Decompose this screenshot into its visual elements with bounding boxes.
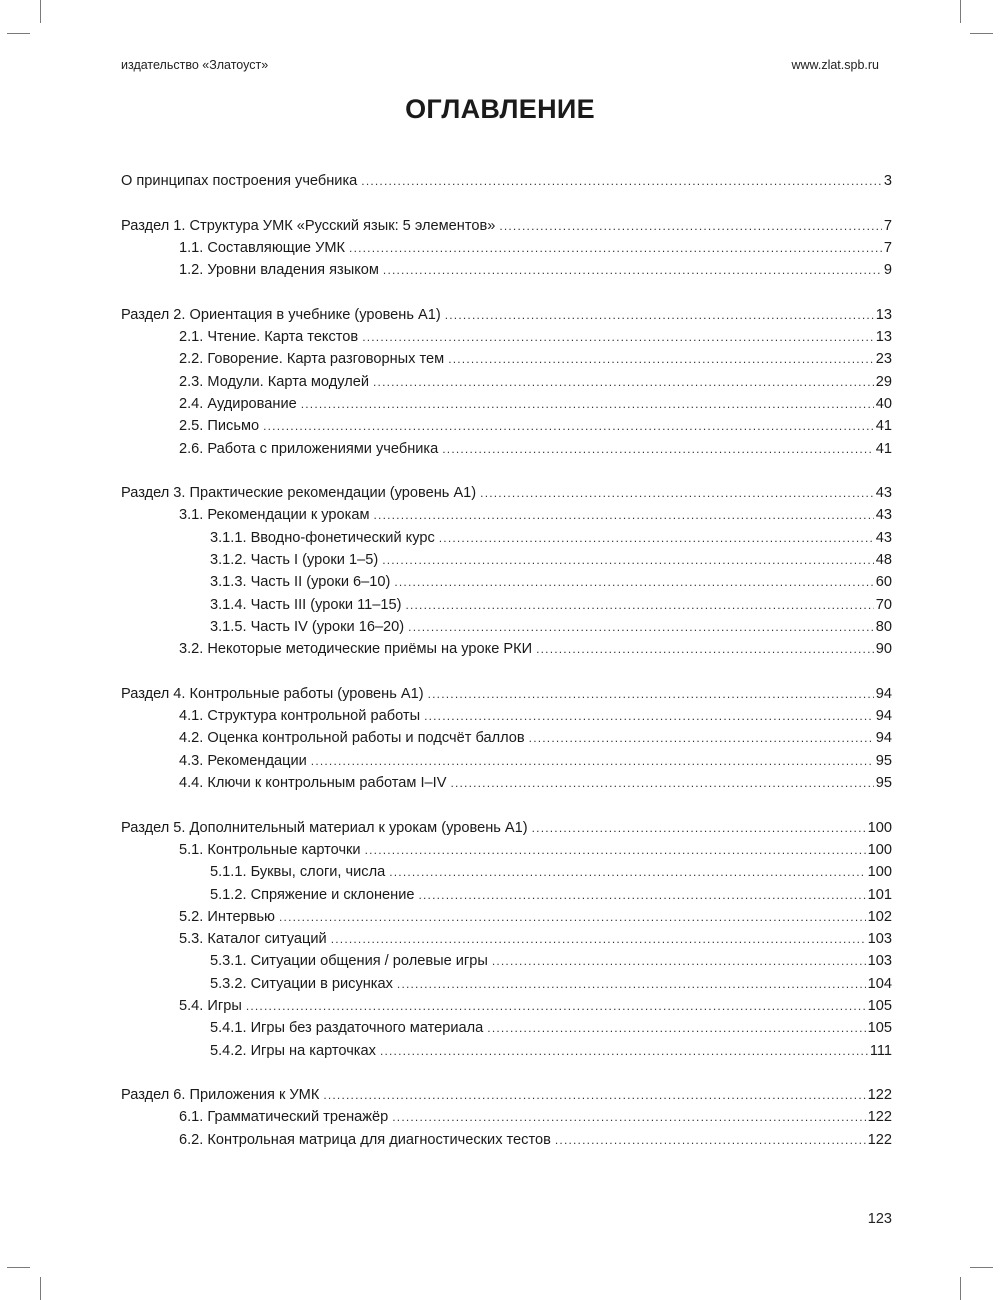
toc-section-entry[interactable]	[121, 304, 892, 326]
toc-section-group	[121, 1084, 892, 1151]
crop-mark-bottom-left-vertical	[40, 1277, 41, 1300]
toc-subsection-entry[interactable]	[121, 928, 892, 950]
toc-subsection-entry[interactable]	[121, 348, 892, 370]
dot-leader	[383, 259, 882, 281]
toc-entry-label: Раздел 3. Практические рекомендации (уровень А1)	[121, 485, 477, 502]
toc-entry-label: 3.1.5. Часть IV (уроки 16–20)	[210, 618, 405, 635]
toc-entry-label: О принципах построения учебника	[121, 173, 358, 189]
toc-entry-page: 104	[867, 975, 892, 992]
toc-entry-page: 94	[875, 730, 892, 747]
toc-entry-label: 5.3.2. Ситуации в рисунках	[210, 975, 393, 992]
toc-entry-label: 4.3. Рекомендации	[179, 752, 307, 769]
toc-subsubsection-entry[interactable]	[121, 594, 892, 616]
dot-leader	[442, 438, 874, 460]
dot-leader	[408, 616, 874, 638]
toc-entry-label: Раздел 6. Приложения к УМК	[121, 1087, 320, 1104]
toc-entry-page: 95	[875, 775, 892, 792]
toc-subsection-entry[interactable]	[121, 438, 892, 460]
toc-entry-page: 102	[867, 908, 892, 925]
toc-entry-label: 1.1. Составляющие УМК	[179, 239, 346, 256]
dot-leader	[361, 170, 882, 192]
toc-entry-label: Раздел 2. Ориентация в учебнике (уровень А1)	[121, 306, 441, 323]
toc-subsection-entry[interactable]	[121, 727, 892, 749]
toc-entry-page: 122	[867, 1087, 892, 1104]
toc-entry-label: 6.2. Контрольная матрица для диагностических тестов	[179, 1131, 551, 1148]
publisher-website: www.zlat.spb.ru	[791, 58, 879, 72]
toc-entry-page: 23	[875, 351, 892, 368]
dot-leader	[532, 817, 866, 839]
toc-entry-page: 100	[867, 841, 892, 858]
crop-mark-bottom-left-horizontal	[7, 1267, 30, 1268]
toc-subsection-entry[interactable]	[121, 415, 892, 437]
toc-subsection-entry[interactable]	[121, 995, 892, 1017]
toc-section-group	[121, 482, 892, 660]
dot-leader	[418, 884, 865, 906]
toc-section-entry[interactable]	[121, 1084, 892, 1106]
toc-entry-label: 3.1.2. Часть I (уроки 1–5)	[210, 552, 379, 569]
dot-leader	[374, 504, 874, 526]
dot-leader	[382, 549, 874, 571]
toc-subsection-entry[interactable]	[121, 750, 892, 772]
toc-entry-page: 105	[867, 997, 892, 1014]
toc-entry-label: 2.1. Чтение. Карта текстов	[179, 329, 359, 346]
toc-entry-label: 2.3. Модули. Карта модулей	[179, 373, 369, 390]
toc-subsection-entry[interactable]	[121, 259, 892, 281]
dot-leader	[279, 906, 866, 928]
dot-leader	[349, 237, 882, 259]
dot-leader	[301, 393, 874, 415]
dot-leader	[380, 1040, 868, 1062]
toc-entry-label: 5.4.2. Игры на карточках	[210, 1042, 376, 1059]
toc-section-group	[121, 683, 892, 794]
toc-entry-label: 5.1. Контрольные карточки	[179, 841, 361, 858]
toc-subsection-entry[interactable]	[121, 839, 892, 861]
toc-entry-page: 100	[867, 864, 892, 881]
dot-leader	[365, 839, 866, 861]
toc-entry-label: 2.6. Работа с приложениями учебника	[179, 440, 439, 457]
toc-section-entry[interactable]	[121, 482, 892, 504]
toc-section-entry[interactable]	[121, 683, 892, 705]
toc-entry-label: 4.2. Оценка контрольной работы и подсчёт баллов	[179, 730, 525, 747]
toc-entry-page: 43	[875, 507, 892, 524]
toc-subsubsection-entry[interactable]	[121, 884, 892, 906]
toc-subsection-entry[interactable]	[121, 326, 892, 348]
dot-leader	[362, 326, 874, 348]
toc-entry-page: 90	[875, 641, 892, 658]
dot-leader	[448, 348, 874, 370]
toc-subsection-entry[interactable]	[121, 371, 892, 393]
toc-entry-label: 4.1. Структура контрольной работы	[179, 708, 421, 725]
dot-leader	[555, 1129, 866, 1151]
toc-entry-page: 100	[867, 819, 892, 836]
page-number: 123	[867, 1211, 892, 1227]
dot-leader	[536, 638, 874, 660]
toc-entry-page: 94	[875, 708, 892, 725]
toc-entry-page: 7	[883, 217, 892, 234]
toc-subsection-entry[interactable]	[121, 1106, 892, 1128]
toc-entry-label: 5.1.1. Буквы, слоги, числа	[210, 864, 386, 881]
dot-leader	[397, 973, 866, 995]
dot-leader	[492, 950, 866, 972]
toc-subsubsection-entry[interactable]	[121, 1040, 892, 1062]
toc-subsubsection-entry[interactable]	[121, 549, 892, 571]
toc-subsubsection-entry[interactable]	[121, 527, 892, 549]
toc-section-group	[121, 170, 892, 192]
dot-leader	[323, 1084, 865, 1106]
toc-subsubsection-entry[interactable]	[121, 1017, 892, 1039]
toc-entry-page: 9	[883, 262, 892, 279]
toc-entry-page: 43	[875, 485, 892, 502]
toc-subsection-entry[interactable]	[121, 906, 892, 928]
dot-leader	[499, 215, 882, 237]
toc-entry-page: 40	[875, 395, 892, 412]
toc-entry-page: 41	[875, 440, 892, 457]
toc-entry-label: 3.1.1. Вводно-фонетический курс	[210, 529, 435, 546]
toc-section-group	[121, 817, 892, 1062]
crop-mark-bottom-right-horizontal	[970, 1267, 993, 1268]
dot-leader	[373, 371, 874, 393]
toc-entry-label: 3.1.4. Часть III (уроки 11–15)	[210, 596, 402, 613]
toc-entry-label: 3.1.3. Часть II (уроки 6–10)	[210, 574, 391, 591]
page-title: ОГЛАВЛЕНИЕ	[405, 94, 595, 124]
toc-entry-page: 103	[867, 931, 892, 948]
toc-entry-label: 5.4.1. Игры без раздаточного материала	[210, 1020, 484, 1037]
toc-subsection-entry[interactable]	[121, 772, 892, 794]
toc-entry-page: 48	[875, 552, 892, 569]
dot-leader	[392, 1106, 865, 1128]
toc-entry-page: 95	[875, 752, 892, 769]
dot-leader	[246, 995, 866, 1017]
toc-entry-label: 5.2. Интервью	[179, 908, 275, 925]
crop-mark-bottom-right-vertical	[960, 1277, 961, 1300]
dot-leader	[394, 571, 873, 593]
toc-entry-page: 94	[875, 685, 892, 702]
dot-leader	[311, 750, 874, 772]
toc-entry-page: 43	[875, 529, 892, 546]
toc-subsection-entry[interactable]	[121, 705, 892, 727]
toc-entry-label: Раздел 5. Дополнительный материал к урокам (уровень А1)	[121, 819, 528, 836]
toc-entry-page: 13	[875, 329, 892, 346]
toc-subsubsection-entry[interactable]	[121, 950, 892, 972]
dot-leader	[450, 772, 873, 794]
toc-section-group	[121, 215, 892, 282]
crop-mark-top-right-vertical	[960, 0, 961, 23]
dot-leader	[263, 415, 874, 437]
toc-entry-label: 3.1. Рекомендации к урокам	[179, 507, 370, 524]
toc-entry-page: 122	[867, 1109, 892, 1126]
toc-entry-label: 6.1. Грамматический тренажёр	[179, 1109, 389, 1126]
toc-subsubsection-entry[interactable]	[121, 861, 892, 883]
toc-subsubsection-entry[interactable]	[121, 571, 892, 593]
toc-entry-label: 5.4. Игры	[179, 997, 242, 1014]
toc-entry-page: 70	[875, 596, 892, 613]
table-of-contents	[121, 170, 892, 1173]
toc-entry-label: 2.5. Письмо	[179, 418, 260, 435]
dot-leader	[529, 727, 874, 749]
toc-entry-label: 1.2. Уровни владения языком	[179, 262, 379, 279]
crop-mark-top-left-vertical	[40, 0, 41, 23]
toc-section-entry[interactable]	[121, 170, 892, 192]
publisher-name: издательство «Златоуст»	[121, 58, 269, 72]
toc-entry-label: 5.1.2. Спряжение и склонение	[210, 886, 415, 903]
toc-subsection-entry[interactable]	[121, 504, 892, 526]
toc-entry-page: 41	[875, 418, 892, 435]
toc-section-entry[interactable]	[121, 215, 892, 237]
toc-entry-page: 60	[875, 574, 892, 591]
toc-entry-label: 5.3. Каталог ситуаций	[179, 931, 327, 948]
toc-entry-page: 80	[875, 618, 892, 635]
toc-section-group	[121, 304, 892, 460]
toc-entry-label: 5.3.1. Ситуации общения / ролевые игры	[210, 953, 488, 970]
toc-entry-page: 111	[869, 1042, 892, 1059]
toc-subsubsection-entry[interactable]	[121, 973, 892, 995]
toc-subsection-entry[interactable]	[121, 237, 892, 259]
dot-leader	[405, 594, 873, 616]
toc-entry-page: 3	[883, 173, 892, 189]
toc-subsection-entry[interactable]	[121, 393, 892, 415]
toc-entry-label: 2.2. Говорение. Карта разговорных тем	[179, 351, 445, 368]
toc-section-entry[interactable]	[121, 817, 892, 839]
toc-subsection-entry[interactable]	[121, 1129, 892, 1151]
dot-leader	[487, 1017, 865, 1039]
toc-subsection-entry[interactable]	[121, 638, 892, 660]
dot-leader	[428, 683, 874, 705]
toc-subsubsection-entry[interactable]	[121, 616, 892, 638]
toc-entry-label: Раздел 1. Структура УМК «Русский язык: 5 элементов»	[121, 217, 496, 234]
toc-entry-label: 4.4. Ключи к контрольным работам I–IV	[179, 775, 447, 792]
dot-leader	[331, 928, 866, 950]
crop-mark-top-left-horizontal	[7, 33, 30, 34]
dot-leader	[439, 527, 874, 549]
crop-mark-top-right-horizontal	[970, 33, 993, 34]
toc-entry-label: Раздел 4. Контрольные работы (уровень А1)	[121, 685, 424, 702]
toc-entry-label: 2.4. Аудирование	[179, 395, 297, 412]
toc-entry-page: 105	[867, 1020, 892, 1037]
toc-entry-page: 13	[875, 306, 892, 323]
dot-leader	[424, 705, 874, 727]
toc-entry-page: 103	[867, 953, 892, 970]
toc-entry-label: 3.2. Некоторые методические приёмы на уроке РКИ	[179, 641, 533, 658]
toc-entry-page: 7	[883, 239, 892, 256]
toc-entry-page: 101	[867, 886, 892, 903]
dot-leader	[480, 482, 874, 504]
toc-entry-page: 122	[867, 1131, 892, 1148]
dot-leader	[389, 861, 865, 883]
toc-entry-page: 29	[875, 373, 892, 390]
dot-leader	[445, 304, 874, 326]
